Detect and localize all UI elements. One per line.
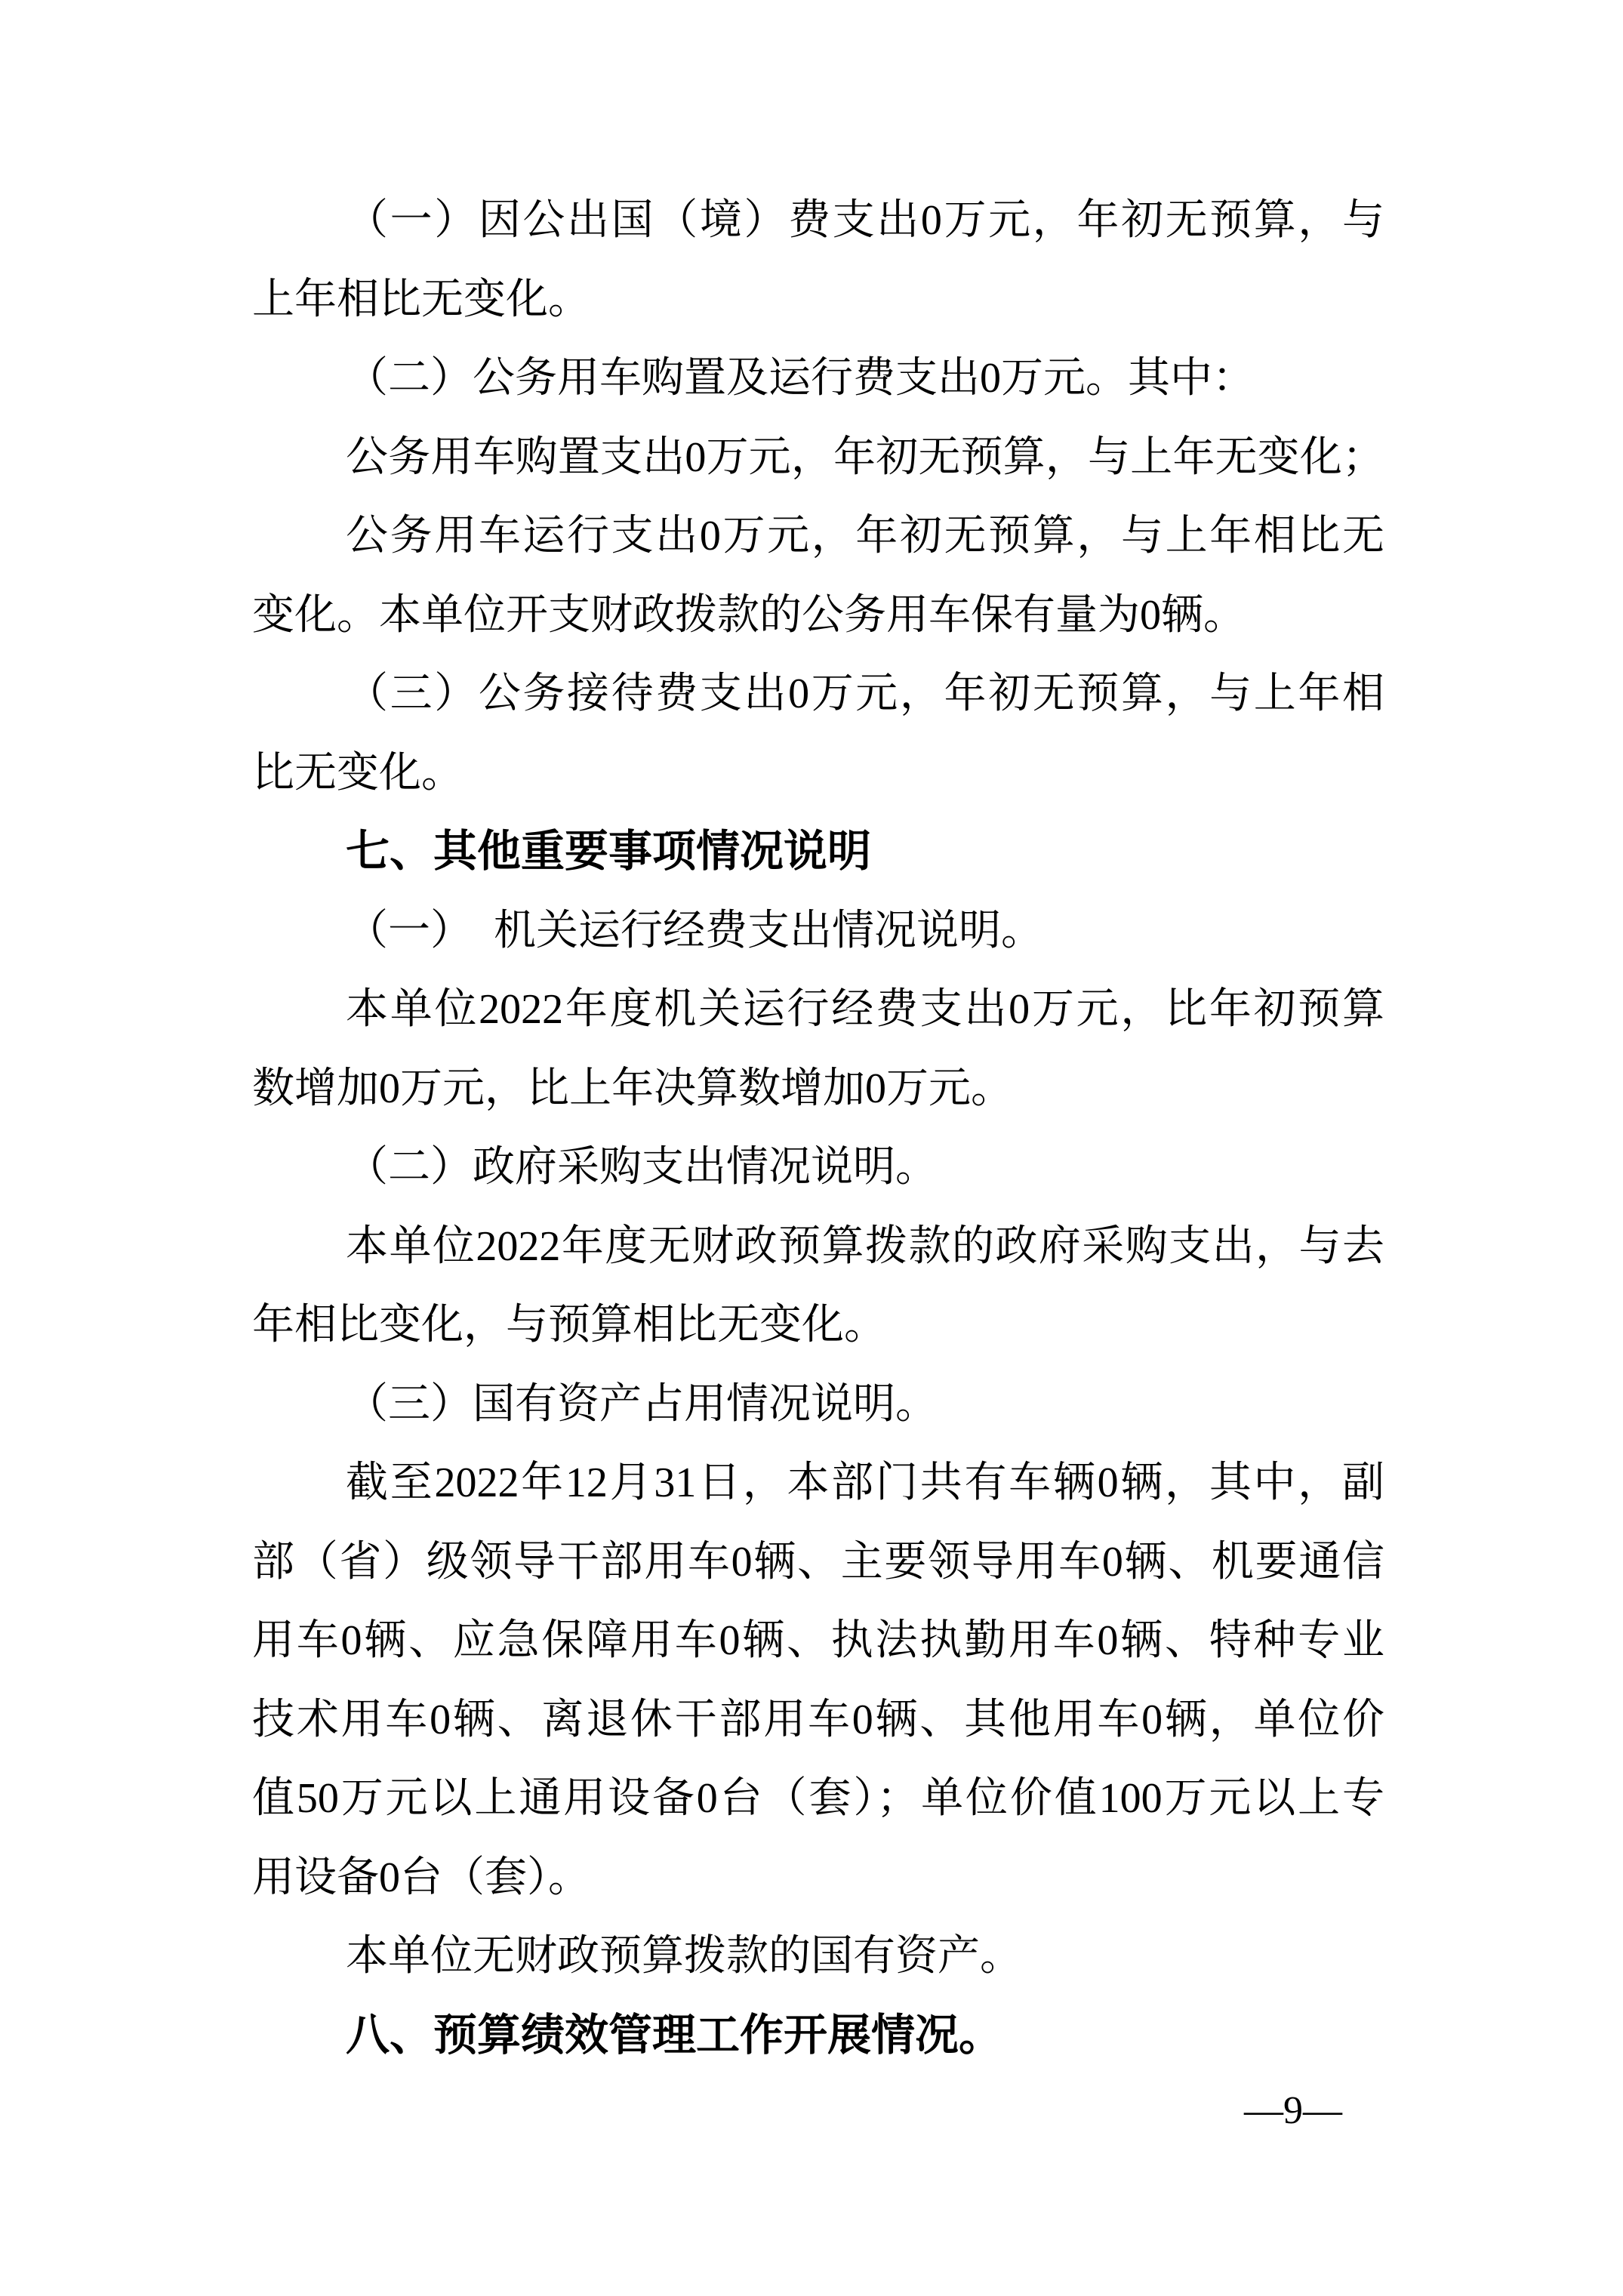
page-number: —9— (1244, 2089, 1342, 2132)
paragraph-line: 技术用车0辆、离退休干部用车0辆、其他用车0辆，单位价 (252, 1696, 1384, 1743)
paragraph-line: 部（省）级领导干部用车0辆、主要领导用车0辆、机要通信 (252, 1538, 1384, 1586)
paragraph-line: （三）公务接待费支出0万元，年初无预算，与上年相 (346, 670, 1384, 717)
paragraph-line: 上年相比无变化。 (252, 276, 590, 323)
paragraph-line: （一） 机关运行经费支出情况说明。 (346, 907, 1043, 954)
section-heading: 八、预算绩效管理工作开展情况。 (346, 2010, 1003, 2060)
paragraph-line: 年相比变化，与预算相比无变化。 (252, 1302, 886, 1348)
document-body (252, 181, 1384, 2075)
paragraph-line: 本单位2022年度无财政预算拨款的政府采购支出，与去 (346, 1222, 1384, 1270)
paragraph-line: 用车0辆、应急保障用车0辆、执法执勤用车0辆、特种专业 (252, 1617, 1384, 1664)
section-heading: 七、其他重要事项情况说明 (346, 827, 872, 876)
paragraph-line: 用设备0台（套）。 (252, 1854, 590, 1901)
paragraph-line: 公务用车运行支出0万元，年初无预算，与上年相比无 (346, 513, 1384, 559)
paragraph-line: 比无变化。 (252, 749, 463, 797)
paragraph-line: 值50万元以上通用设备0台（套）；单位价值100万元以上专 (252, 1775, 1384, 1822)
paragraph-line: 截至2022年12月31日，本部门共有车辆0辆，其中，副 (346, 1459, 1384, 1506)
paragraph-line: （三）国有资产占用情况说明。 (346, 1380, 938, 1428)
paragraph-line: （一）因公出国（境）费支出0万元，年初无预算，与 (346, 197, 1384, 244)
paragraph-line: （二）政府采购支出情况说明。 (346, 1144, 938, 1191)
paragraph-line: 数增加0万元，比上年决算数增加0万元。 (252, 1065, 1013, 1112)
paragraph-line: 本单位2022年度机关运行经费支出0万元，比年初预算 (346, 986, 1384, 1033)
paragraph-line: 变化。本单位开支财政拨款的公务用车保有量为0辆。 (252, 591, 1246, 639)
paragraph-line: 本单位无财政预算拨款的国有资产。 (346, 1933, 1022, 1980)
paragraph-line: 公务用车购置支出0万元，年初无预算，与上年无变化； (346, 433, 1384, 481)
paragraph-line: （二）公务用车购置及运行费支出0万元。其中： (346, 355, 1255, 402)
